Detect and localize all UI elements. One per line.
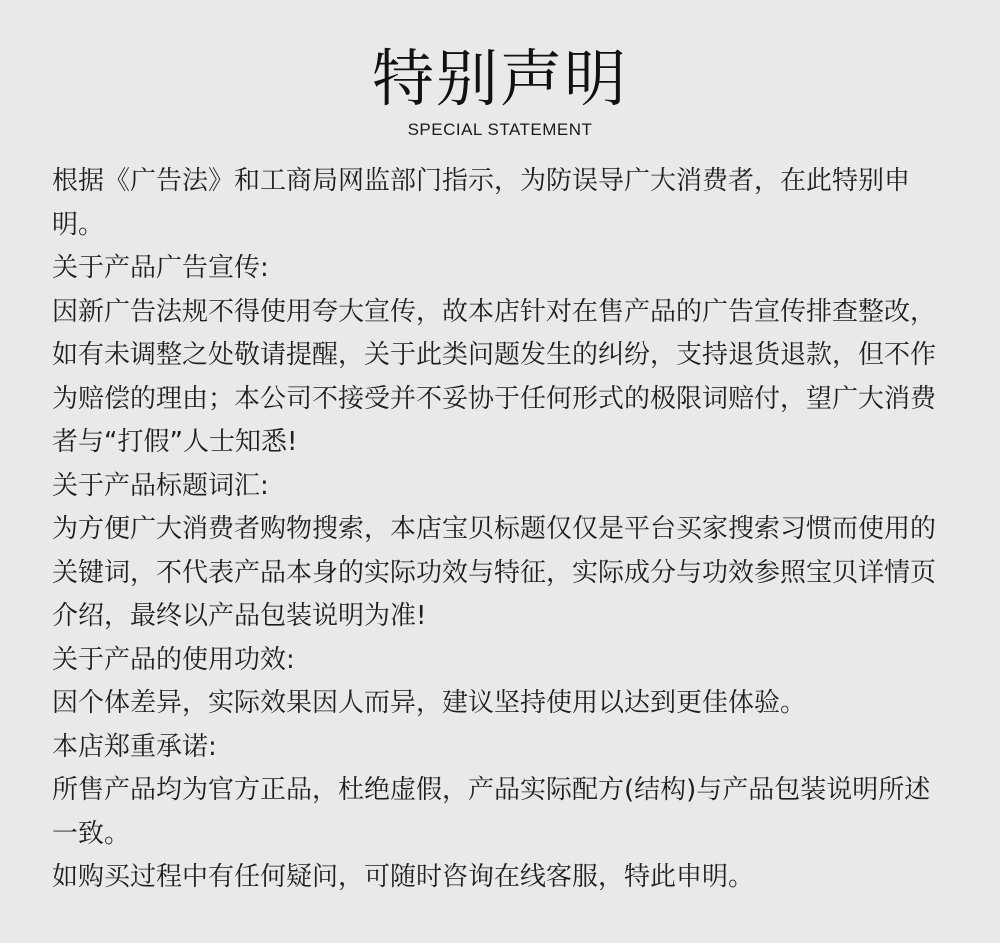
- section-text-advertising: 因新广告法规不得使用夸大宣传，故本店针对在售产品的广告宣传排查整改，如有未调整之处敬请提醒，关于此类问题发生的纠纷，支持退货退款，但不作为赔偿的理由；本公司不接受并不妥协于任何形式的极限词赔付，望广大消费者与“打假”人士知悉!: [52, 296, 937, 457]
- section-heading-advertising: 关于产品广告宣传:: [52, 253, 269, 283]
- closing-paragraph: 如购买过程中有任何疑问，可随时咨询在线客服，特此申明。: [52, 862, 755, 892]
- section-text-efficacy: 因个体差异，实际效果因人而异，建议坚持使用以达到更佳体验。: [52, 688, 807, 718]
- page-subtitle: SPECIAL STATEMENT: [407, 120, 593, 139]
- intro-paragraph: 根据《广告法》和工商局网监部门指示，为防误导广大消费者，在此特别申明。: [52, 166, 911, 240]
- section-heading-efficacy: 关于产品的使用功效:: [52, 644, 295, 675]
- section-text-title-keywords: 为方便广大消费者购物搜索，本店宝贝标题仅仅是平台买家搜索习惯而使用的关键词，不代表产品本身的实际功效与特征，实际成分与功效参照宝贝详情页介绍，最终以产品包装说明为准!: [52, 514, 937, 631]
- section-heading-title-keywords: 关于产品标题词汇:: [52, 470, 269, 501]
- page-title: 特别声明: [371, 42, 628, 115]
- statement-header: [0, 42, 1000, 140]
- section-heading-commitment: 本店郑重承诺:: [52, 731, 217, 762]
- section-text-commitment: 所售产品均为官方正品，杜绝虚假，产品实际配方(结构)与产品包装说明所述一致。: [52, 775, 931, 849]
- statement-body: [52, 160, 952, 900]
